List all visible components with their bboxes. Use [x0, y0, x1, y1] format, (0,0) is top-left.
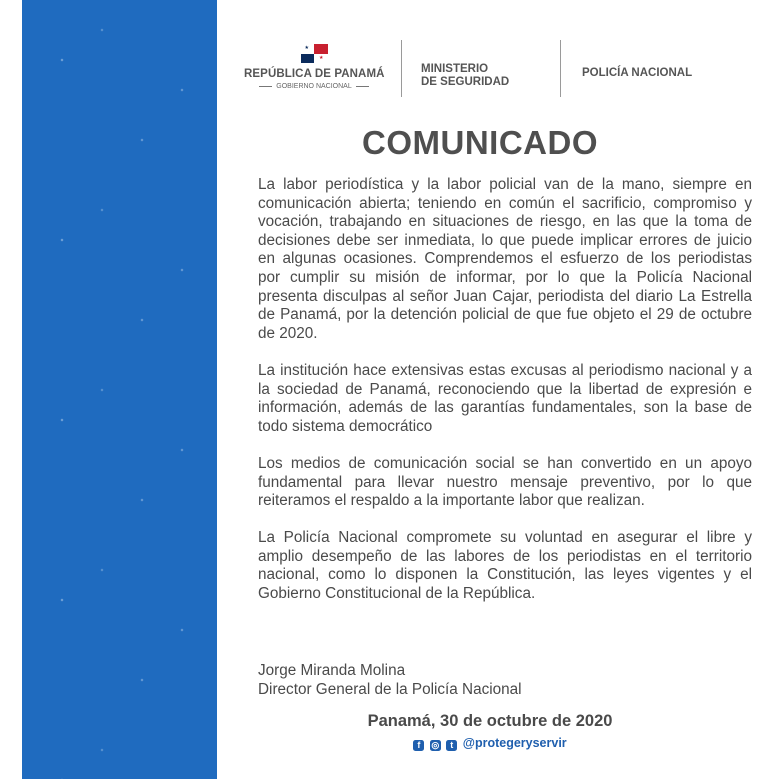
panama-flag-icon: ★ ★	[301, 44, 328, 63]
social-handle[interactable]: @protegeryservir	[462, 736, 567, 750]
signature-block	[258, 662, 522, 699]
government-title: REPÚBLICA DE PANAMÁ	[244, 68, 385, 80]
ministry-name	[421, 63, 509, 89]
government-subtitle: GOBIERNO NACIONAL	[276, 83, 352, 90]
header-divider	[401, 40, 402, 97]
police-name: POLICÍA NACIONAL	[582, 67, 693, 79]
signatory-position: Director General de la Policía Nacional	[258, 680, 522, 698]
government-subtitle-row	[244, 83, 384, 90]
paragraph: La institución hace extensivas estas excusas al periodismo nacional y a la sociedad de Panamá, reconociendo que la libertad de expresión e información, además de las garantías fundamentales, son la base de todo sistema democrático	[258, 361, 752, 435]
header-divider	[560, 40, 561, 97]
divider-dash	[356, 86, 369, 87]
paragraph: Los medios de comunicación social se han convertido en un apoyo fundamental para llevar nuestro mensaje preventivo, por lo que reiteramos el respaldo a la importante labor que realizan.	[258, 454, 752, 510]
ministry-line-1: MINISTERIO	[421, 63, 489, 75]
paragraph: La labor periodística y la labor policial van de la mano, siempre en comunicación abierta; teniendo en común el sacrificio, compromiso y vocación, trabajando en situaciones de riesgo, en las que la toma de decisiones debe ser inmediata, lo que puede implicar errores de juicio en algunas ocasiones. Comprendemos el esfuerzo de los periodistas por cumplir su misión de informar, por lo que la Policía Nacional presenta disculpas al señor Juan Cajar, periodista del diario La Estrella de Panamá, por la detención policial de que fue objeto el 29 de octubre de 2020.	[258, 176, 752, 342]
facebook-icon[interactable]: f	[413, 740, 424, 751]
blue-side-panel	[22, 0, 217, 779]
document-body	[258, 176, 752, 622]
social-footer	[230, 736, 750, 751]
signatory-name: Jorge Miranda Molina	[258, 662, 406, 679]
divider-dash	[259, 86, 272, 87]
document-date: Panamá, 30 de octubre de 2020	[367, 712, 613, 730]
twitter-icon[interactable]: t	[446, 740, 457, 751]
document-title: COMUNICADO	[362, 124, 598, 161]
ministry-line-2: DE SEGURIDAD	[421, 76, 510, 88]
paragraph: La Policía Nacional compromete su voluntad en asegurar el libre y amplio desempeño de las labores de los periodistas en el territorio nacional, como lo disponen la Constitución, las leyes vigentes y el Gobierno Constitucional de la República.	[258, 529, 752, 603]
header	[230, 30, 780, 110]
instagram-icon[interactable]: ◎	[431, 740, 440, 750]
government-logo	[244, 44, 384, 90]
